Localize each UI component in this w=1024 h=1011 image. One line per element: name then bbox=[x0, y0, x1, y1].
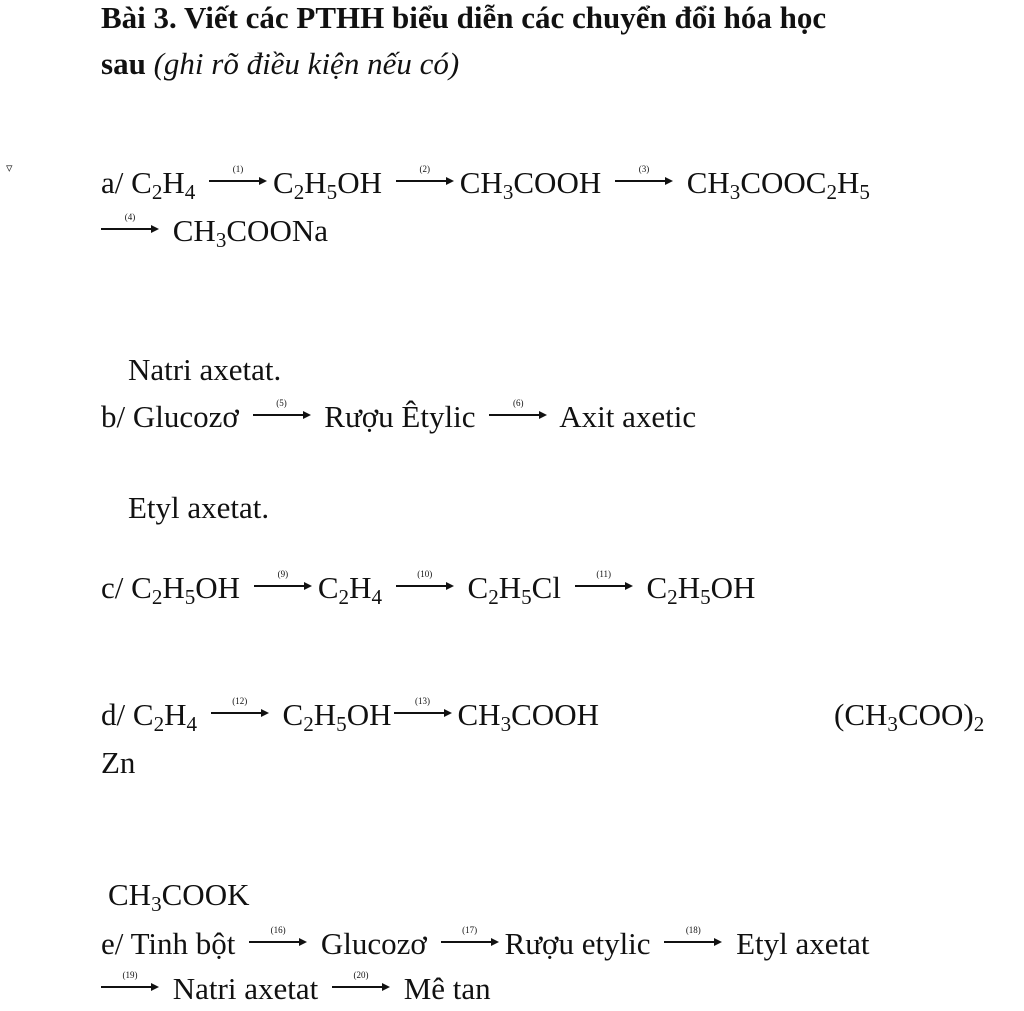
arrow-label-16: (16) bbox=[270, 925, 286, 935]
reaction-arrow-17 bbox=[441, 925, 499, 950]
part-e-glucozo: Glucozơ bbox=[320, 926, 427, 961]
title-italic: (ghi rõ điều kiện nếu có) bbox=[153, 46, 460, 81]
part-e-etyl-axetat: Etyl axetat bbox=[736, 926, 870, 961]
part-e-natri-axetat: Natri axetat bbox=[172, 971, 319, 1006]
reaction-arrow-2 bbox=[396, 164, 454, 189]
arrow-label-20: (20) bbox=[353, 970, 369, 980]
reaction-arrow-20 bbox=[332, 970, 390, 995]
reaction-arrow-3 bbox=[615, 164, 673, 189]
part-d-prefix: d/ bbox=[101, 697, 126, 732]
reaction-arrow-18 bbox=[664, 925, 722, 950]
arrow-label-12: (12) bbox=[232, 696, 248, 706]
exercise-title bbox=[101, 0, 826, 36]
part-e-tinh-bot: Tinh bột bbox=[130, 926, 236, 961]
part-a-line2 bbox=[101, 212, 328, 252]
arrow-label-13: (13) bbox=[415, 696, 430, 706]
formula-ch3coo2: $(CH_3COO)_2$ bbox=[834, 697, 985, 736]
reaction-arrow-5 bbox=[253, 398, 311, 423]
part-e-me-tan: Mê tan bbox=[403, 971, 491, 1006]
formula-c2h5oh-d: $C_2H_5OH$ bbox=[282, 697, 392, 736]
reaction-arrow-10 bbox=[396, 569, 454, 594]
part-e-line1 bbox=[101, 926, 869, 962]
reaction-arrow-6 bbox=[489, 398, 547, 423]
formula-ch3cook-line bbox=[108, 877, 250, 916]
arrow-label-10: (10) bbox=[417, 569, 433, 579]
formula-ch3cooh: $CH_3COOH$ bbox=[459, 165, 602, 204]
formula-ch3coona: $CH_3COONa$ bbox=[172, 213, 328, 252]
part-a-line1 bbox=[101, 164, 870, 204]
formula-ch3coo2-zn bbox=[834, 697, 985, 736]
part-b-prefix: b/ bbox=[101, 399, 126, 434]
formula-c2h5oh-c2: $C_2H_5OH$ bbox=[646, 570, 756, 609]
reaction-arrow-19 bbox=[101, 970, 159, 995]
title-bold: Bài 3. Viết các PTHH biểu diễn các chuyển đổi hóa học bbox=[101, 0, 827, 35]
part-d-zn: Zn bbox=[101, 745, 136, 780]
formula-c2h5cl: $C_2H_5Cl$ bbox=[467, 570, 561, 609]
arrow-label-17: (17) bbox=[462, 925, 478, 935]
triangle-marker-icon: ▿ bbox=[6, 160, 13, 175]
part-c-prefix: c/ bbox=[101, 570, 124, 605]
part-e-ruou-etylic: Rượu etylic bbox=[504, 926, 651, 961]
part-b-line bbox=[101, 399, 696, 435]
title-bold-2: sau bbox=[101, 46, 146, 81]
formula-c2h4-d: $C_2H_4$ bbox=[132, 697, 198, 736]
part-e-line2 bbox=[101, 971, 491, 1007]
reaction-arrow-1 bbox=[209, 164, 267, 189]
part-e-prefix: e/ bbox=[101, 926, 124, 961]
reaction-arrow-9 bbox=[254, 569, 312, 594]
formula-ch3cooh-d: $CH_3COOH$ bbox=[457, 697, 599, 736]
part-b-axit-axetic: Axit axetic bbox=[559, 399, 697, 434]
reaction-arrow-12 bbox=[211, 696, 269, 721]
arrow-label-9: (9) bbox=[277, 569, 289, 579]
part-a-side-label: Natri axetat. bbox=[128, 352, 282, 387]
arrow-label-11: (11) bbox=[596, 569, 612, 579]
arrow-label-4: (4) bbox=[124, 212, 136, 222]
arrow-label-3: (3) bbox=[638, 164, 650, 174]
reaction-arrow-11 bbox=[575, 569, 633, 594]
arrow-label-1: (1) bbox=[232, 164, 244, 174]
arrow-label-5: (5) bbox=[276, 398, 287, 408]
arrow-label-18: (18) bbox=[685, 925, 701, 935]
part-a-prefix: a/ bbox=[101, 165, 124, 200]
exercise-title-line2 bbox=[101, 46, 459, 82]
part-d-line bbox=[101, 696, 599, 736]
part-b-glucozo: Glucozơ bbox=[132, 399, 239, 434]
formula-c2h4-c: $C_2H_4$ bbox=[317, 570, 382, 609]
arrow-label-2: (2) bbox=[419, 164, 430, 174]
formula-ch3cook: $CH_3COOK$ bbox=[108, 877, 250, 916]
formula-c2h5oh-c1: $C_2H_5OH$ bbox=[131, 570, 241, 609]
reaction-arrow-13 bbox=[394, 696, 452, 721]
arrow-label-6: (6) bbox=[512, 398, 524, 408]
formula-c2h4: $C_2H_4$ bbox=[131, 165, 196, 204]
reaction-arrow-4 bbox=[101, 212, 159, 237]
formula-c2h5oh: $C_2H_5OH$ bbox=[273, 165, 382, 204]
part-b-ruou-etylic: Rượu Êtylic bbox=[324, 399, 476, 434]
part-c-line bbox=[101, 569, 756, 609]
arrow-label-19: (19) bbox=[122, 970, 138, 980]
part-b-side-label: Etyl axetat. bbox=[128, 490, 270, 525]
formula-ch3cooc2h5: $CH_3COOC_2H_5$ bbox=[686, 165, 870, 204]
reaction-arrow-16 bbox=[249, 925, 307, 950]
